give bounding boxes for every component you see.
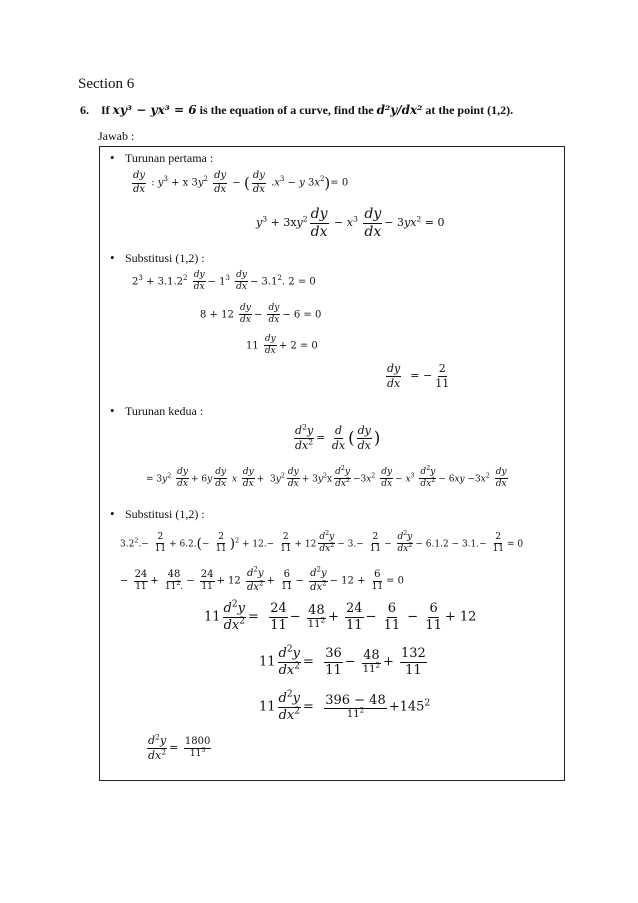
bullet-substitute-2: • Substitusi (1,2) :: [125, 507, 205, 522]
eq-sub2-line4: 11 $\frac{d^2y}{dx^2}$ = $\frac{36}{11}$ − $\frac{48}{11^2}$ + $\frac{132}{11}$: [259, 644, 426, 678]
answer-box: [99, 146, 565, 781]
eq-sub1-result: $\frac{dy}{dx}$ = − $\frac{2}{11}$: [387, 362, 450, 390]
question-prefix: If: [101, 103, 110, 117]
eq-sub1-line2: 8 + 12 $\frac{dy}{dx}$ − $\frac{dy}{dx}$ − 6 = 0: [200, 303, 322, 326]
bullet-substitute-1: • Substitusi (1,2) :: [125, 251, 205, 266]
answer-label: Jawab :: [98, 129, 135, 143]
question-middle: is the equation of a curve, find the: [199, 103, 374, 117]
question-number: 6.: [80, 103, 89, 117]
eq-sub1-line1: $2^3 + 3.1.2^2$ $\frac{dy}{dx}$ − $1^3$ $\frac{dy}{dx}$ − $3.1^2$. 2 = 0: [132, 270, 316, 293]
eq-sub2-line1: $3.2^2.-$ $\frac{2}{11}$ + 6.2.(− $\frac{2}{11}$ )$^2$ + 12.− $\frac{2}{11}$ + 12 $\frac{d^2y}{dx^2}$ − 3.− $\frac{2}{11}$ − $\frac{d^2y}{dx^2}$ − 6.1.2 − 3.1.− $\frac{2}{11}$ = 0: [120, 530, 524, 555]
eq-first-derivative-line2: $y^3 + 3xy^2$ $\frac{dy}{dx}$ − $x^3$ $\frac{dy}{dx}$ − $3yx^2 = 0$: [256, 206, 445, 240]
eq-sub2-line3: 11 $\frac{d^2y}{dx^2}$ = $\frac{24}{11}$ − $\frac{48}{11^2}$ + $\frac{24}{11}$ − $\frac{6}{11}$ − $\frac{6}{11}$ + 12: [204, 599, 477, 633]
question: [80, 103, 513, 118]
question-equation: xy³ − yx³ = 6: [112, 103, 197, 117]
eq-first-derivative-line1: $\frac{dy}{dx}$ : $y^3 + x$ $3y^2$ $\frac{dy}{dx}$ − ( $\frac{dy}{dx}$ $.x^3 - y$ $3x^2)= 0$: [133, 170, 349, 195]
eq-second-derivative-def: $\frac{d^2y}{dx^2}$ = $\frac{d}{dx}$ ( $\frac{dy}{dx}$ ): [295, 422, 381, 452]
bullet-second-derivative: • Turunan kedua :: [125, 404, 203, 419]
question-suffix: at the point (1,2).: [425, 103, 514, 117]
eq-sub2-line5: 11 $\frac{d^2y}{dx^2}$ = $\frac{396 - 48}{11^2}$ $+145^2$: [259, 689, 431, 723]
bullet-first-derivative: • Turunan pertama :: [125, 151, 213, 166]
question-target: d²y/dx²: [376, 103, 423, 117]
eq-final-result: $\frac{d^2y}{dx^2}$ = $\frac{1800}{11^3}$: [148, 732, 211, 762]
eq-second-derivative-expansion: = $3y^2$ $\frac{dy}{dx}$ + 6y $\frac{dy}{dx}$ x $\frac{dy}{dx}$ + $3y^2$ $\frac{dy}{dx}$ + $3y^2x$ $\frac{d^2y}{dx^2}$ $-3x^2$ $\frac{dy}{dx}$ − $x^3$ $\frac{d^2y}{dx^2}$ − $6xy -3x^2$ $\frac{dy}{dx}$: [146, 465, 507, 490]
section-title: Section 6: [78, 76, 135, 92]
eq-sub2-line2: − $\frac{24}{11}$ + $\frac{48}{11^2.}$ − $\frac{24}{11}$ + 12 $\frac{d^2y}{dx^2}$ + $\frac{6}{11}$ − $\frac{d^2y}{dx^2}$ − 12 + $\frac{6}{11}$ = 0: [120, 565, 405, 593]
eq-sub1-line3: 11 $\frac{dy}{dx}$ + 2 = 0: [246, 334, 318, 357]
